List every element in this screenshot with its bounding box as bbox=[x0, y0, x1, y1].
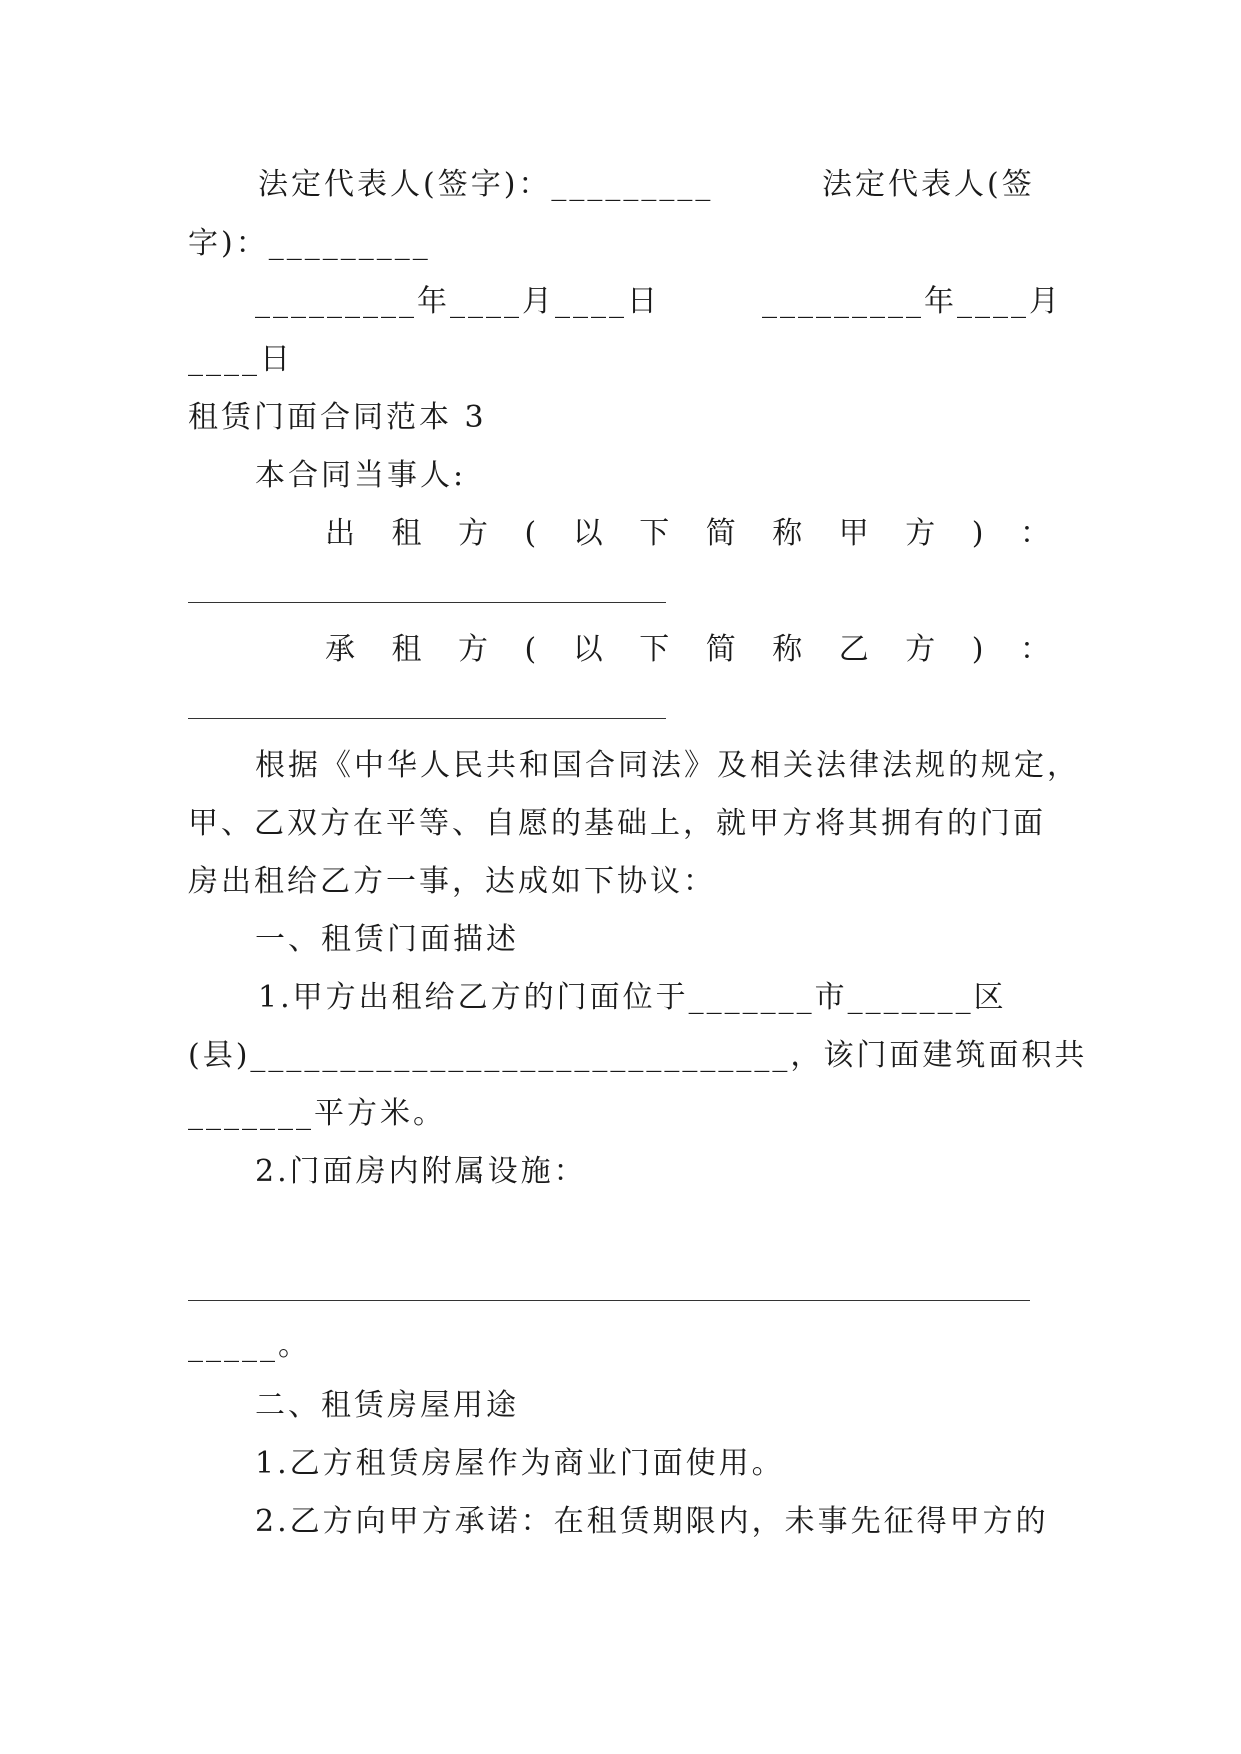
parties-heading: 本合同当事人: bbox=[255, 458, 467, 493]
contract-title: 租赁门面合同范本 3 bbox=[188, 400, 487, 435]
lessor-blank-line bbox=[188, 602, 666, 603]
lessee-char: ) bbox=[971, 632, 984, 667]
date-line-right: _________年____月 bbox=[762, 284, 1062, 319]
section-1-item-1-line-3: _______平方米。 bbox=[188, 1096, 446, 1131]
lessor-char: 方 bbox=[458, 516, 488, 551]
lessee-line bbox=[325, 630, 1050, 670]
lessee-char: 下 bbox=[639, 632, 670, 667]
lessor-char: ( bbox=[524, 516, 537, 551]
date-line-left: _________年____月____日 bbox=[255, 284, 660, 319]
lessor-char: 甲 bbox=[838, 516, 869, 551]
lessee-char: 方 bbox=[905, 632, 936, 667]
lessor-char: ： bbox=[1019, 516, 1050, 551]
section-1-item-1-line-1: 1.甲方出租给乙方的门面位于_______市_______区 bbox=[258, 980, 1007, 1015]
section-2-item-2: 2.乙方向甲方承诺：在租赁期限内，未事先征得甲方的 bbox=[255, 1504, 1049, 1539]
section-1-item-1-line-2: (县)______________________________，该门面建筑面积共 bbox=[188, 1038, 1088, 1073]
lessee-char: ( bbox=[524, 632, 537, 667]
lessee-char: 以 bbox=[572, 632, 603, 667]
lessor-char: 租 bbox=[391, 516, 422, 551]
lessee-char: 租 bbox=[391, 632, 422, 667]
lessee-char: 简 bbox=[705, 632, 736, 667]
section-2-item-1: 1.乙方租赁房屋作为商业门面使用。 bbox=[255, 1446, 785, 1481]
section-1-title: 一、租赁门面描述 bbox=[255, 922, 519, 957]
signature-line-continued: 字)：_________ bbox=[188, 226, 431, 261]
signature-line-right: 法定代表人(签 bbox=[822, 167, 1035, 202]
lessee-char: ： bbox=[1019, 632, 1050, 667]
lessor-line bbox=[325, 514, 1050, 554]
intro-line-1: 根据《中华人民共和国合同法》及相关法律法规的规定， bbox=[255, 748, 1080, 783]
lessor-char: 出 bbox=[325, 516, 355, 551]
lessor-char: 方 bbox=[905, 516, 936, 551]
facilities-blank-line bbox=[188, 1300, 1030, 1301]
lessor-char: 简 bbox=[705, 516, 736, 551]
lessor-char: ) bbox=[971, 516, 984, 551]
lessor-char: 称 bbox=[772, 516, 803, 551]
signature-line-left: 法定代表人(签字)：_________ bbox=[258, 167, 714, 202]
lessee-char: 称 bbox=[772, 632, 803, 667]
lessee-char: 方 bbox=[458, 632, 488, 667]
date-line-continued: ____日 bbox=[188, 342, 293, 377]
lessee-blank-line bbox=[188, 718, 666, 719]
lessor-char: 下 bbox=[639, 516, 670, 551]
lessee-char: 承 bbox=[325, 632, 355, 667]
intro-line-2: 甲、乙双方在平等、自愿的基础上，就甲方将其拥有的门面 bbox=[188, 806, 1046, 841]
section-1-item-2-end: _____。 bbox=[188, 1328, 311, 1363]
lessee-char: 乙 bbox=[838, 632, 869, 667]
intro-line-3: 房出租给乙方一事，达成如下协议： bbox=[188, 864, 716, 899]
section-1-item-2: 2.门面房内附属设施： bbox=[255, 1154, 587, 1189]
section-2-title: 二、租赁房屋用途 bbox=[255, 1388, 519, 1423]
lessor-char: 以 bbox=[572, 516, 603, 551]
